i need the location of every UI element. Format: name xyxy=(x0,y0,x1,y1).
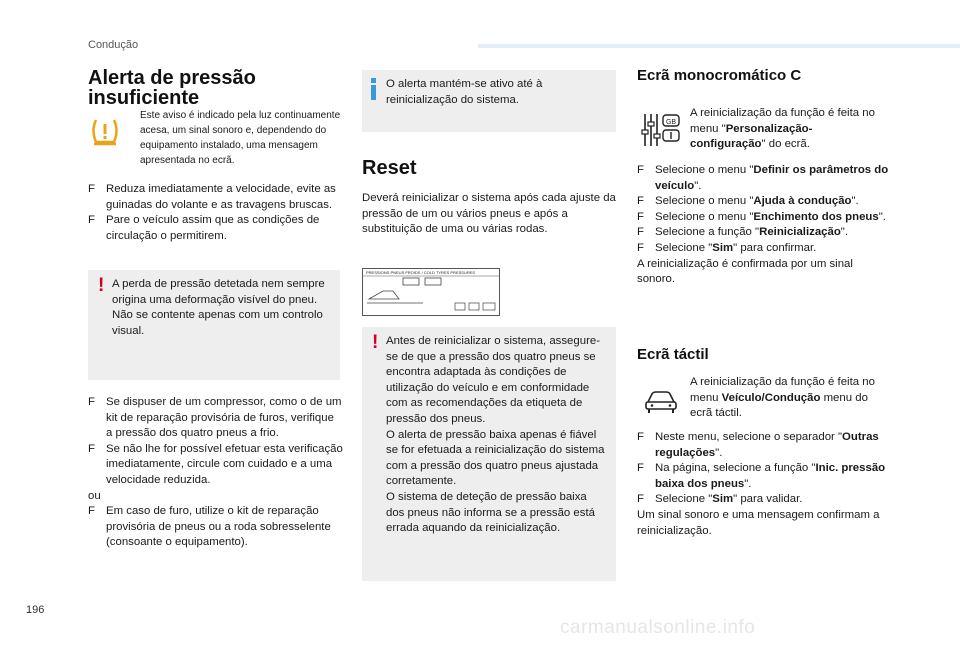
touch-confirm-text: Um sinal sonoro e uma mensagem confirmam a reinicialização. xyxy=(637,508,880,537)
list-item: F Selecione "Sim" para validar. xyxy=(637,493,803,506)
mono-steps xyxy=(637,163,892,288)
mono-title: Ecrã monocromático C xyxy=(637,67,802,84)
info-text: O alerta mantém-se ativo até à reinicialização do sistema. xyxy=(386,78,543,106)
list-item: F Reduza imediatamente a velocidade, evite as guinadas do volante e as travagens bruscas. xyxy=(88,183,336,211)
exclamation-icon: ! xyxy=(98,275,105,296)
alert-intro: Este aviso é indicado pela luz continuamente acesa, um sinal sonoro e, dependendo do equipamento instalado, uma mensagem apresentada no ecrã. xyxy=(140,110,341,166)
warning-note-pressure xyxy=(88,270,340,380)
info-note xyxy=(362,70,616,132)
reset-title: Reset xyxy=(362,157,417,179)
list-item: F Selecione o menu "Definir os parâmetros do veículo". xyxy=(637,164,889,192)
warning-text: A perda de pressão detetada nem sempre origina uma deformação visível do pneu. Não se contente apenas com um controlo visual. xyxy=(112,278,325,337)
alert-title-line2: insuficiente xyxy=(88,87,200,109)
touch-steps xyxy=(637,430,892,539)
or-text: ou xyxy=(88,489,101,502)
tyre-pressure-warning-icon xyxy=(90,118,120,146)
reset-text: Deverá reinicializar o sistema após cada ajuste da pressão de um ou vários pneus e após a substituição de uma ou várias rodas. xyxy=(362,192,616,236)
label-header: PRESSIONS PNEUS FROIDS / COLD TYRES PRESSURES xyxy=(366,270,476,275)
list-item: F Em caso de furo, utilize o kit de reparação provisória de pneus ou a roda sobresselente (consoante o equipamento). xyxy=(88,505,331,549)
watermark: carmanualsonline.info xyxy=(560,617,756,638)
header-bar xyxy=(478,44,960,48)
touch-intro: A reinicialização da função é feita no menu Veículo/Condução menu do ecrã táctil. xyxy=(690,376,875,420)
list-item: F Na página, selecione a função "Inic. pressão baixa dos pneus". xyxy=(637,462,886,490)
mono-confirm-text: A reinicialização é confirmada por um sinal sonoro. xyxy=(637,257,853,286)
warning-text: Antes de reinicializar o sistema, assegure-se de que a pressão dos quatro pneus se encontra adaptada às condições de utilização do veículo e em conformidade com as recomendações da etiqueta de pressão dos pneus. O alerta de pressão baixa apenas é fiável se for efetuada a reinicialização do sistema com a pressão dos quatro pneus ajustada corretamente. O sistema de deteção de pressão baixa dos pneus não informa se a pressão está errada aquando da reinicialização. xyxy=(386,335,605,535)
mono-intro: A reinicialização da função é feita no menu "Personalização-configuração" do ecrã. xyxy=(690,107,875,151)
touch-title: Ecrã táctil xyxy=(637,346,709,363)
car-icon xyxy=(644,388,678,414)
list-item: F Pare o veículo assim que as condições de circulação o permitirem. xyxy=(88,214,320,242)
settings-menu-icon xyxy=(641,112,681,148)
exclamation-icon: ! xyxy=(372,332,379,353)
list-item: F Selecione a função "Reinicialização". xyxy=(637,226,848,239)
alert-steps-2 xyxy=(88,395,343,551)
page-number: 196 xyxy=(26,604,45,616)
section-label: Condução xyxy=(88,39,139,51)
list-item: F Selecione o menu "Enchimento dos pneus". xyxy=(637,210,886,223)
info-icon xyxy=(370,78,377,100)
list-item: F Selecione o menu "Ajuda à condução". xyxy=(637,195,859,208)
svg-text:GB: GB xyxy=(665,119,677,126)
tyre-pressure-label-image xyxy=(362,268,500,316)
list-item: F Se não lhe for possível efetuar esta verificação imediatamente, circule com cuidado e a uma velocidade reduzida. xyxy=(88,442,343,486)
warning-note-reset xyxy=(362,327,616,581)
alert-title-line1: Alerta de pressão xyxy=(88,67,256,89)
alert-steps xyxy=(88,182,343,244)
list-item: F Selecione "Sim" para confirmar. xyxy=(637,241,817,254)
list-item: F Neste menu, selecione o separador "Outras regulações". xyxy=(637,431,879,459)
list-item: F Se dispuser de um compressor, como o de um kit de reparação provisória de furos, verifique a pressão dos quatro pneus a frio. xyxy=(88,396,342,440)
alert-title xyxy=(88,68,343,108)
